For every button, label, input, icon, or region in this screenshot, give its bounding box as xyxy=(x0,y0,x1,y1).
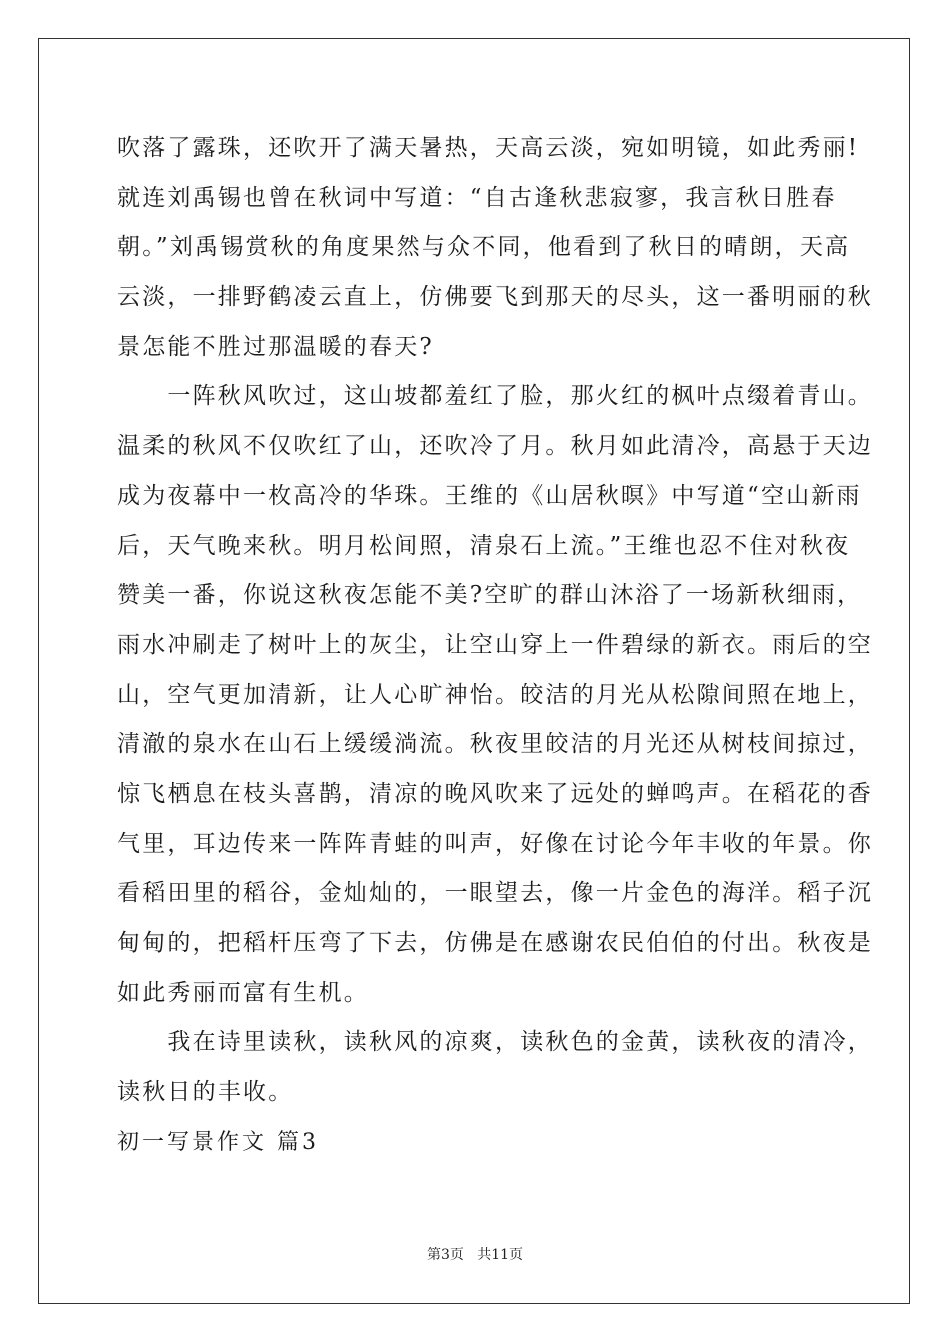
document-body xyxy=(117,124,873,1167)
text-line-2: 就连刘禹锡也曾在秋词中写道：“自古逢秋悲寂寥，我言秋日胜春 xyxy=(117,184,837,211)
text-line-15: 气里，耳边传来一阵阵青蛙的叫声，好像在讨论今年丰收的年景。你 xyxy=(117,830,873,857)
text-line-19: 我在诗里读秋，读秋风的凉爽，读秋色的金黄，读秋夜的清冷， xyxy=(117,1029,873,1056)
text-line-5: 景怎能不胜过那温暖的春天? xyxy=(117,333,434,360)
text-line-4: 云淡，一排野鹤凌云直上，仿佛要飞到那天的尽头，这一番明丽的秋 xyxy=(117,284,873,311)
text-line-20: 读秋日的丰收。 xyxy=(117,1079,294,1106)
text-line-7: 温柔的秋风不仅吹红了山，还吹冷了月。秋月如此清冷，高悬于天边 xyxy=(117,433,873,460)
text-line-9: 后，天气晚来秋。明月松间照，清泉石上流。”王维也忍不住对秋夜 xyxy=(117,532,851,559)
text-line-11: 雨水冲刷走了树叶上的灰尘，让空山穿上一件碧绿的新衣。雨后的空 xyxy=(117,631,873,658)
text-line-18: 如此秀丽而富有生机。 xyxy=(117,979,369,1006)
text-line-10: 赞美一番，你说这秋夜怎能不美?空旷的群山沐浴了一场新秋细雨， xyxy=(117,582,863,609)
text-line-12: 山，空气更加清新，让人心旷神怡。皎洁的月光从松隙间照在地上， xyxy=(117,681,873,708)
text-line-16: 看稻田里的稻谷，金灿灿的，一眼望去，像一片金色的海洋。稻子沉 xyxy=(117,880,873,907)
text-line-14: 惊飞栖息在枝头喜鹊，清凉的晚风吹来了远处的蝉鸣声。在稻花的香 xyxy=(117,780,873,807)
text-line-1: 吹落了露珠，还吹开了满天暑热，天高云淡，宛如明镜，如此秀丽! xyxy=(117,135,860,161)
page-number-footer: 第3页 共11页 xyxy=(426,1247,524,1263)
text-line-13: 清澈的泉水在山石上缓缓淌流。秋夜里皎洁的月光还从树枝间掠过， xyxy=(117,731,873,758)
text-line-3: 朝。”刘禹锡赏秋的角度果然与众不同，他看到了秋日的晴朗，天高 xyxy=(117,234,851,261)
text-line-17: 甸甸的，把稻杆压弯了下去，仿佛是在感谢农民伯伯的付出。秋夜是 xyxy=(117,930,873,956)
text-line-6: 一阵秋风吹过，这山坡都羞红了脸，那火红的枫叶点缀着青山。 xyxy=(117,383,873,410)
text-line-8: 成为夜幕中一枚高冷的华珠。王维的《山居秋暝》中写道“空山新雨 xyxy=(117,482,862,509)
section-heading: 初一写景作文 篇3 xyxy=(117,1129,319,1155)
